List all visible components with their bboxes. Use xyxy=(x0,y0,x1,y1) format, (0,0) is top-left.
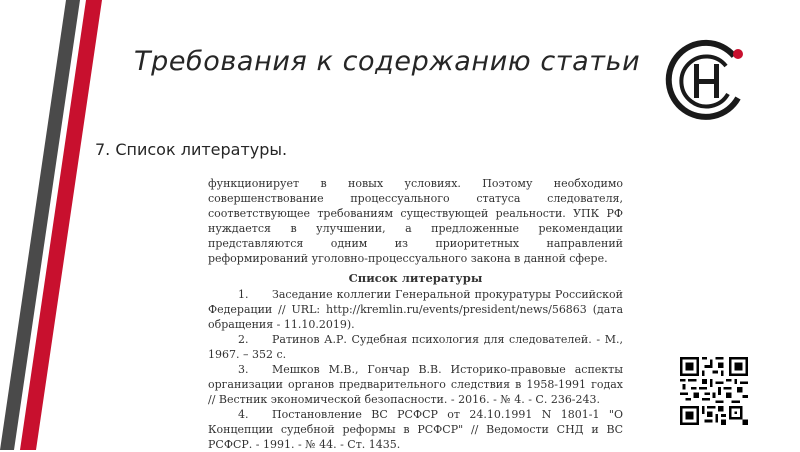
document-excerpt xyxy=(168,170,646,451)
section-subtitle: 7. Список литературы. xyxy=(95,140,288,159)
logo-red-dot xyxy=(733,49,743,59)
document-body xyxy=(208,176,623,452)
references-heading: Список литературы xyxy=(348,271,483,285)
qr-code-icon xyxy=(680,357,748,425)
logo-letter-h-bar xyxy=(694,79,719,84)
reference-number: 1. xyxy=(238,288,249,301)
document-intro-paragraph: функционирует в новых условиях. Поэтому необходимо совершенствование процессуального статуса следователя, соответствующее требованиям существующей реальности. УПК РФ нуждается в улучшении, а предложенные рекомендации представляются одним из приоритетных направлений реформирований уголовно-процессуального закона в данной сфере. xyxy=(208,177,623,265)
qr-finder-top-right xyxy=(729,357,748,376)
cn-monogram-logo-icon xyxy=(664,36,746,126)
reference-number: 4. xyxy=(238,408,249,421)
reference-item xyxy=(208,287,623,332)
qr-finder-top-left xyxy=(680,357,699,376)
reference-text: Постановление ВС РСФСР от 24.10.1991 N 1801-1 "О Концепции судебной реформы в РСФСР" // Ведомости СНД и ВС РСФСР. - 1991. - № 44. - Ст. 1435. xyxy=(208,408,623,451)
slide-title: Требования к содержанию статьи xyxy=(134,46,641,77)
reference-text: Ратинов А.Р. Судебная психология для следователей. - М., 1967. – 352 с. xyxy=(208,333,623,361)
reference-text: Заседание коллегии Генеральной прокуратуры Российской Федерации // URL: http://kremlin.ru/events/president/news/56863 (дата обращения - 11.10.2019). xyxy=(208,288,623,331)
reference-text: Мешков М.В., Гончар В.В. Историко-правовые аспекты организации органов предварительного следствия в 1958-1991 годах // Вестник экономической безопасности. - 2016. - № 4. - С. 236-243. xyxy=(208,363,623,406)
reference-number: 2. xyxy=(238,333,249,346)
reference-item xyxy=(208,362,623,407)
qr-finder-bottom-left xyxy=(680,406,699,425)
decorative-stripes xyxy=(0,0,110,450)
reference-item xyxy=(208,407,623,452)
reference-number: 3. xyxy=(238,363,249,376)
reference-item xyxy=(208,332,623,362)
